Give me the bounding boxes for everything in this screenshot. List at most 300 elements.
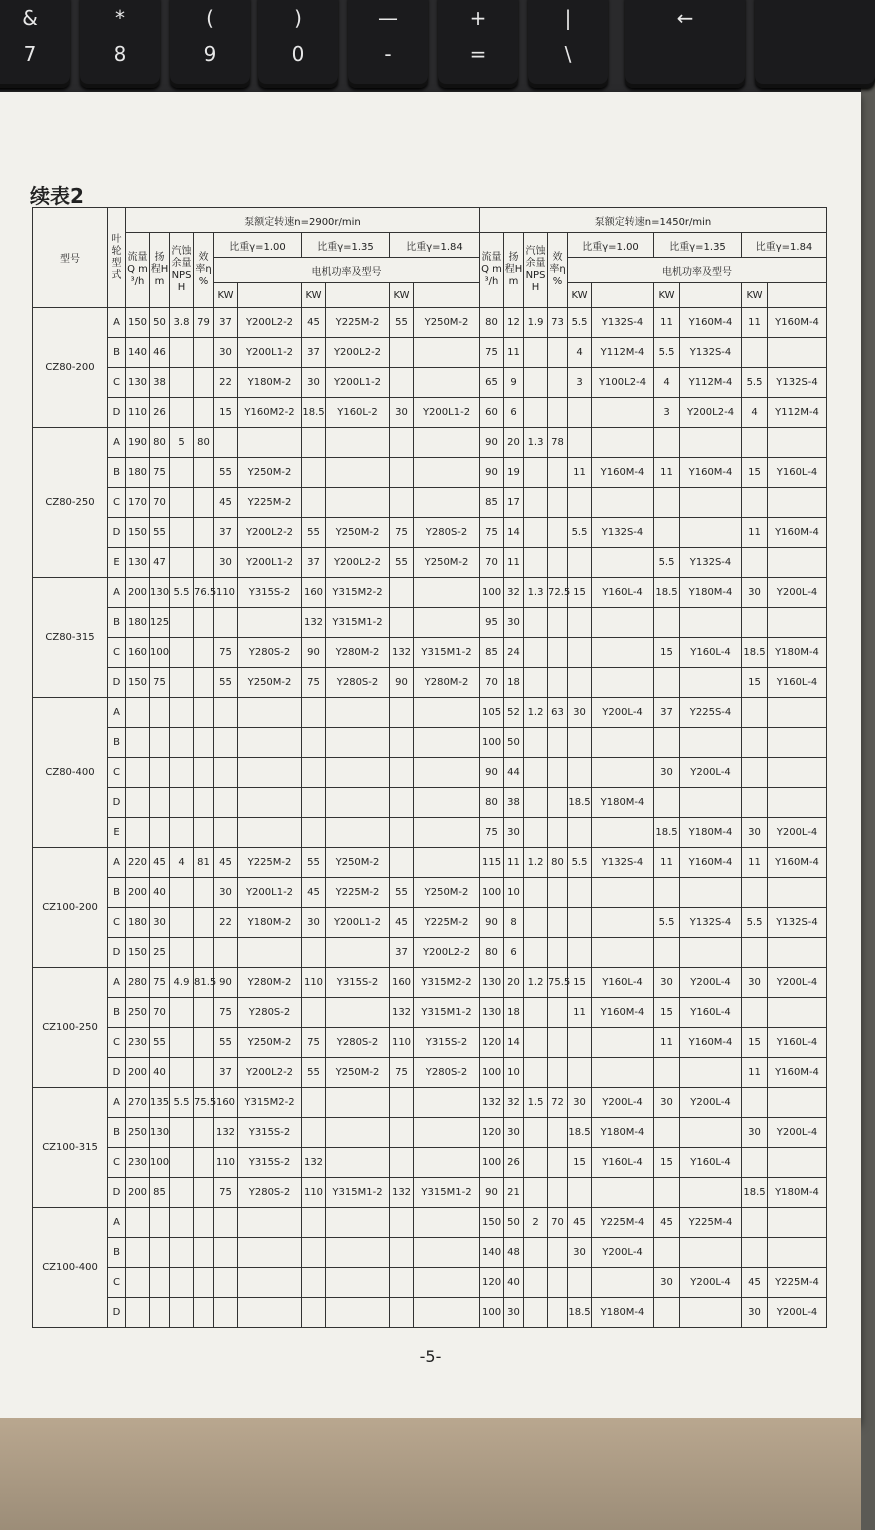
table-cell: 10 (504, 878, 524, 908)
table-cell (302, 428, 326, 458)
table-cell: Y160M-4 (680, 1028, 742, 1058)
table-cell: Y200L-4 (592, 1088, 654, 1118)
table-cell: 140 (480, 1238, 504, 1268)
table-cell (214, 1238, 238, 1268)
table-cell: 100 (480, 728, 504, 758)
table-cell (126, 698, 150, 728)
table-cell: 120 (480, 1118, 504, 1148)
table-cell (592, 758, 654, 788)
table-cell: Y200L-4 (768, 1298, 827, 1328)
table-cell (568, 668, 592, 698)
table-cell: B (108, 878, 126, 908)
table-cell (214, 608, 238, 638)
table-cell: 30 (654, 1088, 680, 1118)
table-cell: 11 (654, 458, 680, 488)
table-row (33, 608, 827, 638)
table-cell: 130 (150, 1118, 170, 1148)
table-cell: 18.5 (742, 638, 768, 668)
table-cell: D (108, 1178, 126, 1208)
table-cell: Y160M-4 (680, 308, 742, 338)
header-efficiency: 效率η % (548, 233, 568, 308)
table-cell (170, 1238, 194, 1268)
table-cell: Y315M2-2 (238, 1088, 302, 1118)
table-cell (524, 608, 548, 638)
table-cell: 1.5 (524, 1088, 548, 1118)
table-cell: 22 (214, 908, 238, 938)
table-cell (414, 1238, 480, 1268)
keyboard-key (80, 0, 160, 88)
table-cell: C (108, 638, 126, 668)
table-cell: 55 (214, 458, 238, 488)
header-sg-1: 比重γ=1.00 (568, 233, 654, 258)
table-cell (170, 1268, 194, 1298)
table-row (33, 998, 827, 1028)
table-cell (170, 998, 194, 1028)
keyboard-key (625, 0, 745, 88)
table-cell: 3.8 (170, 308, 194, 338)
table-cell: D (108, 938, 126, 968)
table-cell: E (108, 548, 126, 578)
table-cell (126, 758, 150, 788)
table-row (33, 938, 827, 968)
table-cell: A (108, 698, 126, 728)
table-cell: 15 (568, 1148, 592, 1178)
table-cell: Y160L-4 (768, 668, 827, 698)
table-cell: 30 (504, 1118, 524, 1148)
table-cell (214, 1268, 238, 1298)
header-sg-3: 比重γ=1.84 (742, 233, 827, 258)
table-cell (524, 1118, 548, 1148)
table-cell: B (108, 1118, 126, 1148)
table-row (33, 728, 827, 758)
table-cell (326, 698, 390, 728)
table-cell: 110 (214, 578, 238, 608)
table-cell (768, 428, 827, 458)
table-cell: Y315M1-2 (414, 1178, 480, 1208)
table-cell (548, 1238, 568, 1268)
table-cell: Y250M-2 (414, 878, 480, 908)
table-cell (194, 458, 214, 488)
table-cell (302, 1208, 326, 1238)
table-cell: 150 (126, 668, 150, 698)
table-cell: Y160L-4 (768, 458, 827, 488)
key-top-label: ( (206, 6, 214, 30)
table-cell (170, 1148, 194, 1178)
table-cell (150, 758, 170, 788)
table-cell: 110 (214, 1148, 238, 1178)
table-cell (680, 728, 742, 758)
table-cell: 1.3 (524, 578, 548, 608)
table-cell: 18.5 (654, 578, 680, 608)
header-efficiency: 效率η % (194, 233, 214, 308)
table-cell (238, 1208, 302, 1238)
table-cell: D (108, 398, 126, 428)
table-cell: 45 (214, 488, 238, 518)
table-cell: 110 (302, 968, 326, 998)
table-cell (170, 608, 194, 638)
table-cell (170, 1208, 194, 1238)
table-cell (524, 1238, 548, 1268)
table-row (33, 548, 827, 578)
table-cell: Y280M-2 (414, 668, 480, 698)
table-cell (194, 668, 214, 698)
table-cell (170, 338, 194, 368)
table-cell: 55 (302, 848, 326, 878)
table-cell: 75 (480, 518, 504, 548)
table-cell (524, 728, 548, 758)
table-cell: 30 (742, 1118, 768, 1148)
table-cell: Y200L-4 (680, 1088, 742, 1118)
table-cell (150, 698, 170, 728)
table-cell (680, 428, 742, 458)
table-cell (524, 488, 548, 518)
table-cell (414, 1148, 480, 1178)
table-cell: 135 (150, 1088, 170, 1118)
key-top-label: + (469, 6, 487, 30)
table-cell (302, 788, 326, 818)
keyboard-key (528, 0, 608, 88)
table-cell (390, 788, 414, 818)
table-cell: Y160M-4 (592, 998, 654, 1028)
table-cell: Y250M-2 (326, 848, 390, 878)
table-cell: 120 (480, 1028, 504, 1058)
table-cell: 4 (654, 368, 680, 398)
table-cell: 15 (654, 998, 680, 1028)
table-cell (390, 1088, 414, 1118)
table-cell (592, 548, 654, 578)
table-cell (194, 488, 214, 518)
table-cell (654, 1238, 680, 1268)
table-cell (414, 728, 480, 758)
table-cell (126, 1298, 150, 1328)
header-blank (414, 283, 480, 308)
table-cell: 80 (480, 938, 504, 968)
table-cell (150, 1238, 170, 1268)
table-cell: 115 (480, 848, 504, 878)
table-cell (214, 938, 238, 968)
header-blank (326, 283, 390, 308)
table-row (33, 698, 827, 728)
table-row (33, 818, 827, 848)
table-cell (194, 1028, 214, 1058)
table-cell: 45 (568, 1208, 592, 1238)
table-cell: 37 (214, 308, 238, 338)
table-cell (194, 338, 214, 368)
table-cell (524, 878, 548, 908)
table-cell (742, 878, 768, 908)
table-cell: 5.5 (742, 908, 768, 938)
header-kw: KW (568, 283, 592, 308)
table-cell: 90 (390, 668, 414, 698)
table-cell: 132 (390, 998, 414, 1028)
table-cell (414, 428, 480, 458)
table-cell (592, 1058, 654, 1088)
table-cell: 15 (742, 458, 768, 488)
table-cell: Y132S-4 (680, 548, 742, 578)
table-cell: 50 (150, 308, 170, 338)
table-cell: 85 (150, 1178, 170, 1208)
table-cell (548, 608, 568, 638)
table-cell (768, 998, 827, 1028)
table-row (33, 428, 827, 458)
keyboard-background (0, 0, 861, 100)
table-cell: 75 (214, 998, 238, 1028)
table-cell: 90 (302, 638, 326, 668)
table-cell (742, 698, 768, 728)
table-cell: Y315M2-2 (414, 968, 480, 998)
table-cell (214, 758, 238, 788)
table-cell: 18.5 (302, 398, 326, 428)
table-cell: Y225M-2 (238, 848, 302, 878)
table-cell: Y132S-4 (592, 518, 654, 548)
table-cell (524, 1028, 548, 1058)
table-cell (126, 818, 150, 848)
table-cell (742, 608, 768, 638)
table-cell: 18 (504, 668, 524, 698)
table-cell (524, 998, 548, 1028)
table-cell (414, 758, 480, 788)
table-cell: Y225M-4 (592, 1208, 654, 1238)
table-row (33, 308, 827, 338)
table-cell: Y160M-4 (592, 458, 654, 488)
table-cell: 55 (150, 518, 170, 548)
table-cell (680, 1298, 742, 1328)
header-blank (680, 283, 742, 308)
keyboard-key (755, 0, 875, 88)
table-cell: 5.5 (170, 1088, 194, 1118)
table-cell: Y200L-4 (680, 968, 742, 998)
header-sg-2: 比重γ=1.35 (654, 233, 742, 258)
document-title: 续表2 (30, 184, 84, 208)
table-cell (414, 578, 480, 608)
key-bottom-label: - (384, 42, 392, 66)
table-cell (238, 938, 302, 968)
table-cell (568, 938, 592, 968)
table-cell: 90 (480, 908, 504, 938)
table-cell: B (108, 338, 126, 368)
table-cell (654, 668, 680, 698)
table-cell: 230 (126, 1148, 150, 1178)
table-cell (326, 428, 390, 458)
header-kw: KW (390, 283, 414, 308)
table-cell (150, 1208, 170, 1238)
table-cell: 14 (504, 1028, 524, 1058)
table-cell (170, 368, 194, 398)
table-cell (568, 908, 592, 938)
table-cell: Y225M-2 (326, 878, 390, 908)
table-cell: 11 (742, 308, 768, 338)
table-cell (524, 818, 548, 848)
key-bottom-label: 7 (23, 42, 37, 66)
table-cell (302, 698, 326, 728)
table-cell (414, 848, 480, 878)
table-cell (390, 1238, 414, 1268)
header-blank (238, 283, 302, 308)
table-cell: Y200L-4 (768, 818, 827, 848)
table-cell (654, 1058, 680, 1088)
table-cell: 140 (126, 338, 150, 368)
table-cell: Y112M-4 (768, 398, 827, 428)
table-cell: Y180M-2 (238, 908, 302, 938)
table-cell (524, 758, 548, 788)
table-cell (390, 1268, 414, 1298)
table-cell: 100 (150, 1148, 170, 1178)
table-cell: 85 (480, 488, 504, 518)
table-cell: 150 (126, 308, 150, 338)
table-cell (568, 728, 592, 758)
table-cell: 110 (126, 398, 150, 428)
table-cell (592, 728, 654, 758)
table-cell: Y250M-2 (326, 518, 390, 548)
table-cell: 90 (480, 1178, 504, 1208)
table-cell: 6 (504, 938, 524, 968)
table-cell: Y225M-2 (326, 308, 390, 338)
header-speed-1450: 泵额定转速n=1450r/min (480, 208, 827, 233)
table-cell (150, 788, 170, 818)
table-cell (768, 1208, 827, 1238)
table-cell: 79 (194, 308, 214, 338)
table-cell (524, 908, 548, 938)
table-cell (548, 1268, 568, 1298)
table-cell: 150 (480, 1208, 504, 1238)
table-cell: 90 (480, 458, 504, 488)
table-cell (680, 938, 742, 968)
table-cell: Y315M1-2 (414, 998, 480, 1028)
table-cell (524, 368, 548, 398)
table-cell (524, 938, 548, 968)
table-cell: 40 (150, 1058, 170, 1088)
table-cell (414, 338, 480, 368)
table-cell: 130 (480, 998, 504, 1028)
table-cell (326, 728, 390, 758)
table-cell: 220 (126, 848, 150, 878)
table-cell (548, 458, 568, 488)
table-cell: Y200L2-2 (326, 548, 390, 578)
table-cell (194, 638, 214, 668)
table-row (33, 1208, 827, 1238)
table-cell (654, 608, 680, 638)
table-cell: 95 (480, 608, 504, 638)
table-cell: Y200L1-2 (326, 908, 390, 938)
table-cell (214, 728, 238, 758)
table-cell: 70 (480, 548, 504, 578)
table-cell (214, 1208, 238, 1238)
table-cell: 150 (126, 518, 150, 548)
table-cell (768, 1148, 827, 1178)
table-cell: Y200L2-2 (238, 518, 302, 548)
table-cell: Y160M-4 (680, 458, 742, 488)
table-cell (326, 1238, 390, 1268)
table-cell (194, 1238, 214, 1268)
table-cell (194, 518, 214, 548)
table-cell (194, 1298, 214, 1328)
table-cell: 100 (480, 578, 504, 608)
table-cell (524, 338, 548, 368)
table-cell (302, 1238, 326, 1268)
table-cell: 30 (742, 968, 768, 998)
table-cell: 15 (742, 668, 768, 698)
table-cell (568, 548, 592, 578)
table-cell (742, 788, 768, 818)
table-cell (390, 428, 414, 458)
keyboard-key (0, 0, 70, 88)
table-cell: Y200L-4 (768, 578, 827, 608)
table-cell: Y200L2-2 (414, 938, 480, 968)
table-cell: Y250M-2 (238, 668, 302, 698)
table-cell (302, 728, 326, 758)
table-cell: 44 (504, 758, 524, 788)
table-cell: Y132S-4 (592, 308, 654, 338)
table-cell: 37 (214, 1058, 238, 1088)
table-cell: Y250M-2 (326, 1058, 390, 1088)
table-cell (548, 908, 568, 938)
table-cell (170, 758, 194, 788)
table-cell (768, 758, 827, 788)
table-cell (170, 1118, 194, 1148)
table-cell: 200 (126, 878, 150, 908)
table-cell (214, 818, 238, 848)
table-cell (524, 1148, 548, 1178)
table-cell: Y160L-4 (592, 578, 654, 608)
model-cell: CZ100-315 (33, 1088, 108, 1208)
table-cell: Y250M-2 (238, 458, 302, 488)
table-cell: 180 (126, 458, 150, 488)
table-cell (548, 368, 568, 398)
table-cell: Y315S-2 (326, 968, 390, 998)
table-cell: Y160M-4 (768, 848, 827, 878)
table-cell: 130 (126, 368, 150, 398)
table-cell: 72 (548, 1088, 568, 1118)
table-cell: Y200L2-2 (238, 308, 302, 338)
table-cell: D (108, 788, 126, 818)
table-cell: 78 (548, 428, 568, 458)
table-cell (390, 1148, 414, 1178)
table-cell (302, 758, 326, 788)
table-cell (568, 1028, 592, 1058)
table-cell: 105 (480, 698, 504, 728)
table-cell: 100 (150, 638, 170, 668)
table-cell: Y200L2-2 (238, 1058, 302, 1088)
table-cell: 30 (568, 1238, 592, 1268)
table-cell (592, 608, 654, 638)
table-row (33, 1178, 827, 1208)
header-flow: 流量Q m³/h (480, 233, 504, 308)
table-cell: 190 (126, 428, 150, 458)
table-cell (768, 338, 827, 368)
table-cell: Y132S-4 (768, 368, 827, 398)
model-cell: CZ100-250 (33, 968, 108, 1088)
table-cell: 11 (742, 1058, 768, 1088)
table-cell: Y250M-2 (238, 1028, 302, 1058)
table-cell: Y160L-4 (680, 1148, 742, 1178)
table-cell: 80 (194, 428, 214, 458)
model-cell: CZ80-400 (33, 698, 108, 848)
table-cell (194, 998, 214, 1028)
table-cell (414, 1088, 480, 1118)
table-cell (390, 698, 414, 728)
table-cell: 52 (504, 698, 524, 728)
table-cell: 132 (390, 638, 414, 668)
table-cell (742, 728, 768, 758)
table-cell: Y200L-4 (592, 1238, 654, 1268)
table-cell (390, 758, 414, 788)
table-cell: Y280S-2 (414, 518, 480, 548)
table-row (33, 458, 827, 488)
table-cell: 75 (480, 338, 504, 368)
table-cell: 18.5 (568, 1298, 592, 1328)
table-cell: 100 (480, 1058, 504, 1088)
table-cell: 1.2 (524, 848, 548, 878)
